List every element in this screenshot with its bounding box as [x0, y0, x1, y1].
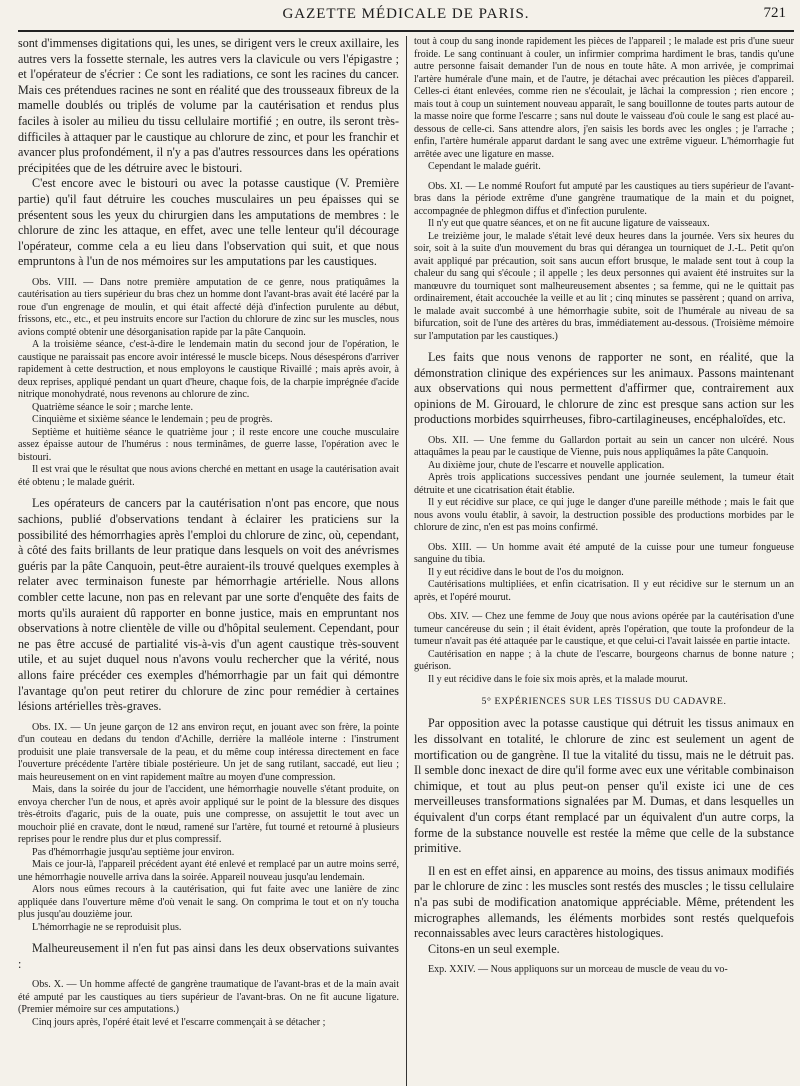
paragraph: Il est vrai que le résultat que nous avions cherché en mettant en usage la cautérisation avait été obtenu ; le malade guérit.	[18, 464, 399, 488]
observation-ix: Obs. IX. — Un jeune garçon de 12 ans environ reçut, en jouant avec son frère, la pointe d'un couteau en dedans du tendon d'Achille, derrière la malléole interne : l'instrument produisit une plaie transversale de la peau, et du même coup intéressa directement en face l'ouverture précédente l'artère tibiale postérieure. Un jet de sang rutilant, saccadé, eut lieu ; mais heureusement on en vint rapidement maître au moyen d'une compression.	[18, 721, 399, 783]
page-number: 721	[763, 5, 786, 21]
paragraph: Les opérateurs de cancers par la cautérisation n'ont pas encore, que nous sachions, publié d'observations tendant à éclairer les praticiens sur la possibilité des hémorrhagies après l'emploi du chlorure de zinc, où, cependant, à côté des faits brillants de leur pratique dans lesquels on voit des anévrismes guéris par la pâte Canquoin, peut-être auraient-ils trouvé quelques exemples à relater avec terminaison funeste par hémorrhagie artérielle. Nous allons combler cette lacune, non pas en relevant par une sorte d'enquête des faits de morts qu'ils auraient dû rapporter en bonne justice, mais en empruntant nos observations à notre clientèle de ville ou d'hôpital seulement. Cependant, pour ne pas être accusé de partialité vis-à-vis d'un agent caustique très-souvent utile, et au sujet duquel nous n'avons voulu rechercher que la vérité, nous allons faire précéder ces exemples d'hémorrhagie par un fait qui démontre l'avantage qu'on peut retirer du chlorure de zinc pour remédier à certaines lésions artérielles très-graves.	[18, 496, 399, 714]
observation-viii: Obs. VIII. — Dans notre première amputation de ce genre, nous pratiquâmes la cautérisation au tiers supérieur du bras chez un homme dont l'avant-bras avait été lacéré par la roue d'un engrenage de moulin, et qui était affecté déjà d'infection purulente au début, frissons, etc., etc., et peu instruits encore sur l'action du chlorure de zinc sur les muscles, nous avions compté obtenir une désorganisation rapide par la pâte Canquoin.	[18, 276, 399, 338]
observation-xi: Obs. XI. — Le nommé Roufort fut amputé par les caustiques au tiers supérieur de l'avant-bras dans la période extrême d'une gangrène traumatique de la main et du poignet, accompagnée de phlegmon diffus et d'infection purulente.	[414, 180, 794, 217]
paragraph: Au dixième jour, chute de l'escarre et nouvelle application.	[428, 459, 665, 471]
paragraph: Il y eut récidive sur place, ce qui juge le danger d'une pareille méthode ; mais le fait que nous avons voulu établir, à savoir, la destruction possible des productions morbides par le chlorure de zinc, n'en est pas moins confirmé.	[414, 497, 794, 534]
paragraph: Il en est en effet ainsi, en apparence au moins, des tissus animaux modifiés par le chlorure de zinc : les muscles sont restés des muscles ; le tissu cellulaire n'a pas subi de modification anatomique appréciable. Même, prétendent les micrographes allemands, les éléments morbides sont restés quelquefois reconnaissables avec leurs caractères histologiques.	[414, 863, 794, 941]
paragraph: sont d'immenses digitations qui, les unes, se dirigent vers le creux axillaire, les autres vers la fossette sternale, les autres vers la clavicule ou vers l'épigastre ; et l'opérateur de s'écrier : Ce sont les radiations, ce sont les racines du cancer. Mais ces prétendues racines ne sont en réalité que des trousseaux fibreux de la mamelle doublés ou triplés de volume par la cautérisation et rendus plus faciles à isoler au milieu du tissu cellulaire mortifié ; en outre, ils seront très-difficiles à attaquer par le caustique au chlorure de zinc, et pour les franchir et avancer plus profondément, il n'y a pas d'autres ressources dans les opérations précipitées que de les détruire avec le bistouri.	[18, 36, 399, 175]
observation-xiv: Obs. XIV. — Chez une femme de Jouy que nous avions opérée par la cautérisation d'une tumeur cancéreuse du sein ; il était évident, après l'opération, que toute la profondeur de la tumeur n'avait pas été attaquée par le caustique, et que celui-ci l'avait laissée en partie intacte.	[414, 611, 794, 648]
paragraph: Il n'y eut que quatre séances, et on ne fit aucune ligature de vaisseaux.	[428, 218, 710, 229]
left-column	[18, 36, 406, 1086]
paragraph: Par opposition avec la potasse caustique qui détruit les tissus animaux en les dissolvant en totalité, le chlorure de zinc est seulement un agent de mortification ou de gangrène. Il tue la vitalité du tissu, mais ne le détruit pas. Il semble donc inexact de dire qu'il forme avec eux une véritable combinaison chimique, et tout au plus peut-on penser qu'il existe ici une de ces merveilleuses transformations signalées par M. Dumas, et dans lesquelles un équivalent d'un corps étant remplacé par un équivalent d'un autre corps, la forme de la substance nouvelle est restée la même que celle de la substance primitive.	[414, 716, 794, 856]
paragraph: Après trois applications successives pendant une journée seulement, la tumeur était détruite et une cicatrisation était établie.	[414, 472, 794, 496]
paragraph: tout à coup du sang inonde rapidement les pièces de l'appareil ; le malade est pris d'une sueur froide. Le sang continuant à couler, un infirmier comprima hardiment le bras, tandis qu'une autre personne faisait demander l'un de nous en toute hâte. A mon arrivée, je comprimai l'artère humérale d'une main, et de l'autre, je détachai avec précaution les pièces d'appareil. Celles-ci étant enlevées, comme rien ne s'écoulait, je lâchai la compression ; rien encore ; mais tout à coup un suintement nouveau apparaît, le sang bouillonne de toutes parts autour de la masse noire que forme l'escarre ; sans nul doute le vaisseau d'où coule le sang est placé au-dessous de celle-ci. Sans attendre alors, j'en saisis les bords avec les ongles ; je l'arrache ; enfin, l'artère humérale apparut dardant le sang avec une extrême vigueur. L'hémorrhagie fut arrêtée avec une ligature en masse.	[414, 36, 794, 160]
section-heading: 5° EXPÉRIENCES SUR LES TISSUS DU CADAVRE.	[481, 696, 727, 708]
paragraph: Quatrième séance le soir ; marche lente.	[32, 401, 193, 413]
journal-title: GAZETTE MÉDICALE DE PARIS.	[282, 6, 530, 22]
observation-x: Obs. X. — Un homme affecté de gangrène traumatique de l'avant-bras et de la main avait été amputé par les caustiques au tiers supérieur de l'avant-bras. On ne fit aucune ligature. (Premier mémoire sur ces amputations.)	[18, 979, 399, 1016]
paragraph: Cinq jours après, l'opéré était levé et l'escarre commençait à se détacher ;	[32, 1016, 326, 1028]
paragraph: Pas d'hémorrhagie jusqu'au septième jour environ.	[32, 846, 235, 858]
paragraph: Il y eut récidive dans le foie six mois après, et la malade mourut.	[428, 673, 688, 685]
paragraph: Les faits que nous venons de rapporter ne sont, en réalité, que la démonstration clinique des expériences sur les animaux. Passons maintenant aux observations qui nous permettent d'affirmer que, contrairement aux opinions de M. Girouard, le chlorure de zinc est presque sans action sur les productions morbides squirrheuses, fibro-cartilagineuses, encéphaloïdes, etc.	[414, 350, 794, 427]
paragraph: Cependant le malade guérit.	[428, 161, 541, 172]
paragraph: Il y eut récidive dans le bout de l'os du moignon.	[428, 566, 624, 578]
paragraph: Cautérisation en nappe ; à la chute de l'escarre, bourgeons charnus de bonne nature ; guérison.	[414, 648, 794, 673]
paragraph: C'est encore avec le bistouri ou avec la potasse caustique (V. Première partie) qu'il faut détruire les couches musculaires un peu épaisses qui se présentent sous les yeux du chirurgien dans les amputations de membres : le chlorure de zinc les attaque, en effet, avec une telle lenteur qu'il décourage l'opérateur, comme cela a eu lieu dans l'observation qui suit, et que nous empruntons à l'un de nos mémoires sur les amputations par les caustiques.	[18, 176, 399, 269]
paragraph: Citons-en un seul exemple.	[428, 941, 560, 956]
observation-xiii: Obs. XIII. — Un homme avait été amputé de la cuisse pour une tumeur fongueuse sanguine du tibia.	[414, 541, 794, 566]
paragraph: Malheureusement il n'en fut pas ainsi dans les deux observations suivantes :	[18, 941, 399, 971]
experiment-xxiv: Exp. XXIV. — Nous appliquons sur un morceau de muscle de veau du vo-	[428, 964, 728, 976]
text-columns	[18, 36, 794, 1086]
paragraph: A la troisième séance, c'est-à-dire le lendemain matin du second jour de l'opération, le caustique ne paraissait pas encore avoir intéressé le muscle biceps. Nous désespérons d'arriver rapidement à cette destruction, et nous employons le caustique Rivaillé ; mais après avoir, à deux reprises, appliqué pendant un quart d'heure, chaque fois, de la charpie imprégnée d'acide nitrique monohydraté, nous revenons au chlorure de zinc.	[18, 339, 399, 401]
right-column	[406, 36, 794, 1086]
paragraph: L'hémorrhagie ne se reproduisit plus.	[32, 921, 182, 933]
observation-xii: Obs. XII. — Une femme du Gallardon portait au sein un cancer non ulcéré. Nous attaquâmes la peau par le caustique de Vienne, puis nous appliquâmes la pâte Canquoin.	[414, 434, 794, 459]
paragraph: Le treizième jour, le malade s'était levé deux heures dans la journée. Vers six heures du soir, soit à la suite d'un mouvement du bras qui dérangea un tourniquet de J.-L. Petit qu'on avait appliqué par précaution, soit sans aucun effort brusque, le malade sent tout à coup la chaleur du sang qui s'écoule ; il appelle ; les deux personnes qui avaient été instruites sur la manœuvre du tourniquet sont malheureusement absentes ; sa femme, qui ne le quittait pas ordinairement, était accouchée la veille et au lit ; cinq minutes se passèrent ; quand on arriva, le malade avait succombé à une hémorrhagie subite, soit de l'humérale au niveau de sa bifurcation, soit de l'une des artères du bras, immédiatement au-dessous. (Troisième mémoire sur l'amputation par les caustiques.)	[414, 230, 794, 342]
paragraph: Septième et huitième séance le quatrième jour ; il reste encore une couche musculaire assez épaisse autour de l'humérus : nous terminâmes, de guerre lasse, l'opération avec le bistouri.	[18, 426, 399, 463]
paragraph: Alors nous eûmes recours à la cautérisation, qui fut faite avec une lanière de zinc appliquée dans l'ouverture même d'où venait le sang. On comprima le tout et on n'y toucha plus jusqu'au douzième jour.	[18, 884, 399, 921]
paragraph: Cinquième et sixième séance le lendemain ; peu de progrès.	[32, 414, 273, 426]
paragraph: Mais, dans la soirée du jour de l'accident, une hémorrhagie nouvelle s'étant produite, on envoya chercher l'un de nous, et après avoir appliqué sur le point de la blessure des disques très-étroits d'agaric, puis de la ouate, puis une compresse, on assujettit le tout avec un mouchoir plié en cravate, dont le nœud, ramené sur l'artère, fut tourné et retourné à plusieurs reprises pour le rendre plus dur et plus compressif.	[18, 784, 399, 846]
paragraph: Cautérisations multipliées, et enfin cicatrisation. Il y eut récidive sur le sternum un an après, et l'opéré mourut.	[414, 579, 794, 603]
paragraph: Mais ce jour-là, l'appareil précédent ayant été enlevé et remplacé par un autre moins serré, une hémorrhagie nouvelle arriva dans la soirée. Appareil nouveau jusqu'au lendemain.	[18, 859, 399, 883]
page-header	[18, 0, 794, 32]
